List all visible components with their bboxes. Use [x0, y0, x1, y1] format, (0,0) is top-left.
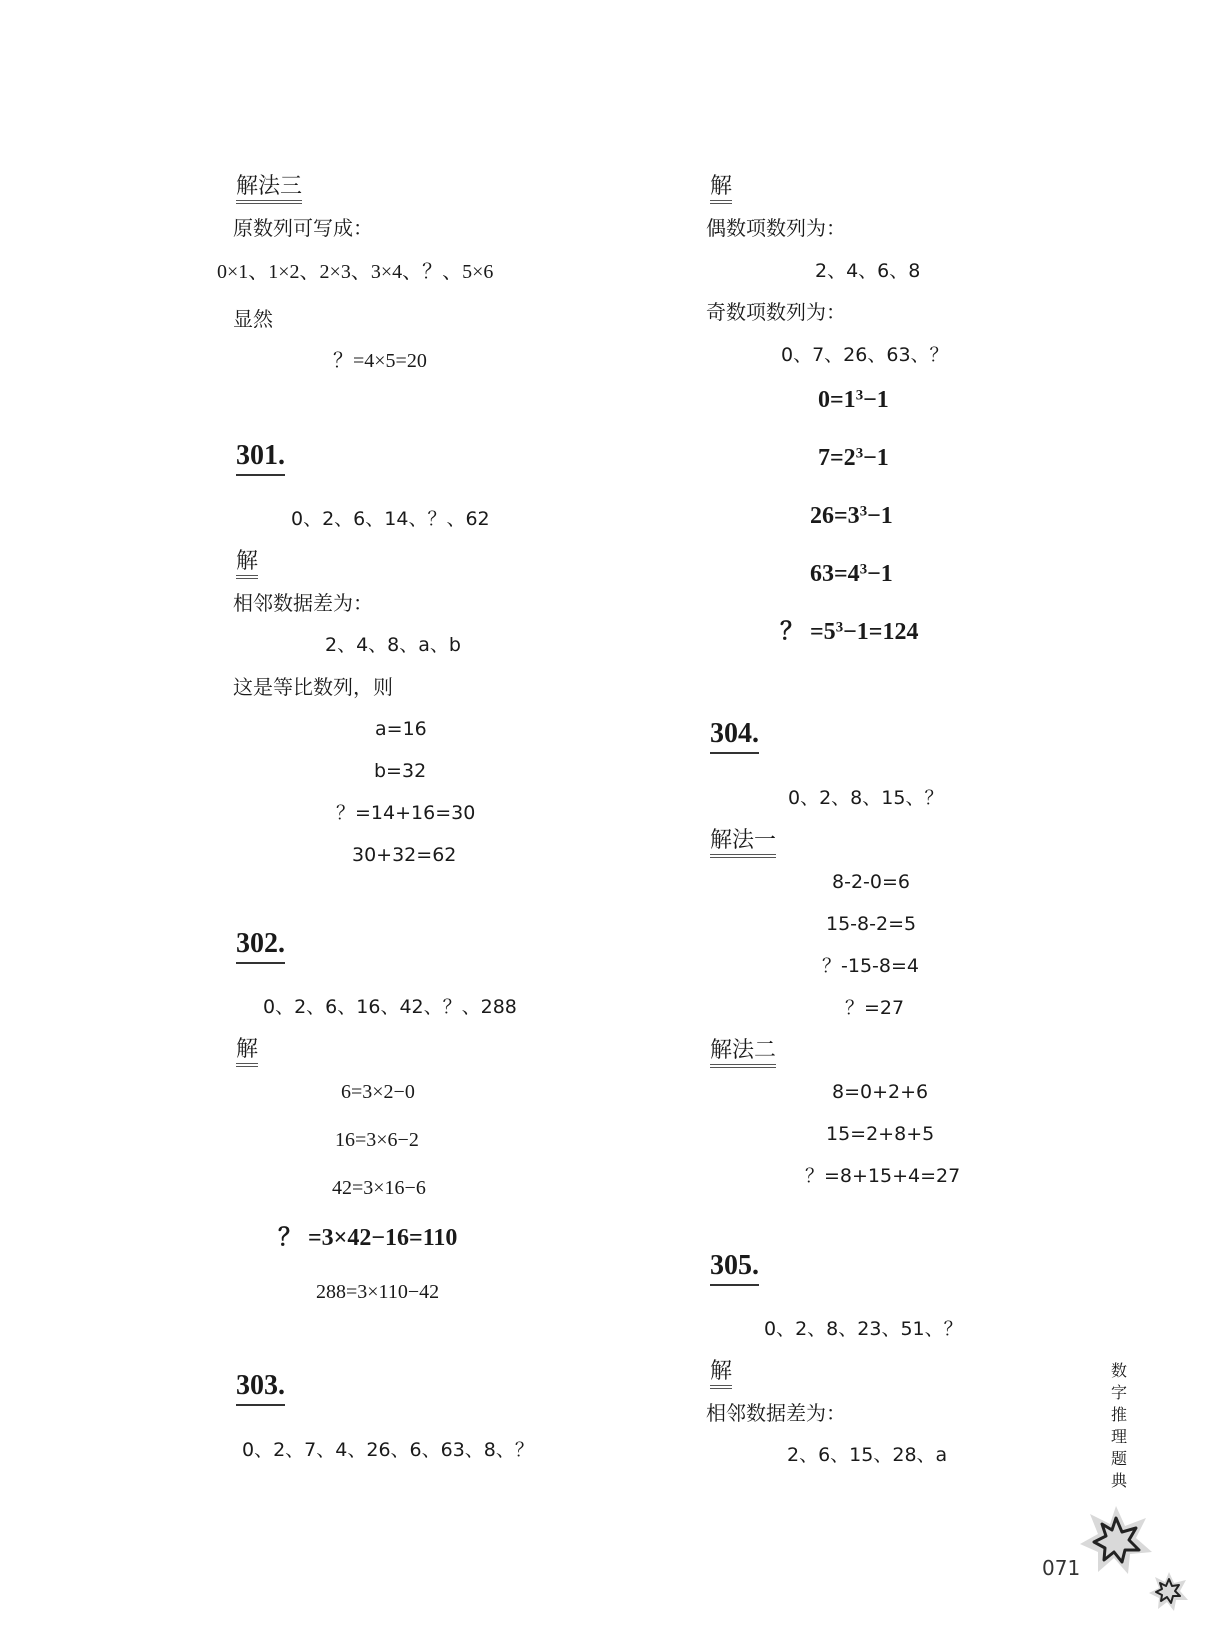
cube-eq-4-rhs: −1: [867, 561, 893, 587]
problem-301-eq4: 30+32=62: [352, 844, 457, 866]
problem-302-eq4: ？ =3×42−16=110: [278, 1225, 458, 1251]
cube-eq-1: [818, 388, 889, 412]
problem-303-number: 303.: [236, 1372, 285, 1406]
method3-label: 解法三: [236, 176, 302, 204]
cube-eq-1-exp: 3: [855, 387, 864, 404]
book-title-vertical: 数字推理题典: [1110, 1361, 1127, 1490]
cube-eq-5-rhs: −1=124: [843, 619, 919, 645]
method3-intro: 原数列可写成：: [233, 216, 373, 240]
cube-eq-5-lhs: ？ =5: [780, 619, 836, 645]
star-burst-icon: [1076, 1500, 1156, 1580]
odd-terms-sequence: 0、7、26、63、？: [781, 344, 949, 366]
problem-301-diff-intro: 相邻数据差为：: [233, 591, 373, 615]
problem-302-eq3: 42=3×16−6: [332, 1177, 426, 1199]
cube-eq-2-lhs: 7=2: [818, 445, 856, 471]
cube-eq-4-lhs: 63=4: [810, 561, 860, 587]
cube-eq-1-lhs: 0=1: [818, 387, 856, 413]
problem-304-sequence: 0、2、8、15、？: [788, 787, 944, 809]
problem-301-eq3: ？=14+16=30: [336, 802, 476, 824]
cube-eq-3-lhs: 26=3: [810, 503, 860, 529]
problem-304-number: 304.: [710, 720, 759, 754]
cube-eq-3-rhs: −1: [867, 503, 893, 529]
problem-302-eq1: 6=3×2−0: [341, 1081, 415, 1103]
cube-eq-2-exp: 3: [855, 445, 864, 462]
problem-302-eq5: 288=3×110−42: [316, 1281, 440, 1303]
problem-302-sequence: 0、2、6、16、42、？、288: [263, 996, 517, 1018]
problem-301-eq1: a=16: [375, 718, 427, 740]
problem-304-m1-eq2: 15-8-2=5: [826, 913, 917, 935]
even-terms-sequence: 2、4、6、8: [815, 260, 921, 282]
problem-303-sequence: 0、2、7、4、26、6、63、8、？: [242, 1439, 534, 1461]
problem-304-method1-label: 解法一: [710, 830, 776, 858]
method3-result: ？=4×5=20: [333, 350, 427, 372]
problem-304-m1-eq1: 8-2-0=6: [832, 871, 910, 893]
problem-304-m2-eq1: 8=0+2+6: [832, 1081, 929, 1103]
problem-301-eq2: b=32: [374, 760, 427, 782]
problem-305-diff-sequence: 2、6、15、28、a: [787, 1444, 948, 1466]
cube-eq-2-rhs: −1: [863, 445, 889, 471]
problem-301-sequence: 0、2、6、14、？、62: [291, 508, 490, 530]
problem-301-solution-label: 解: [236, 551, 258, 579]
cube-eq-3: [810, 504, 893, 528]
problem-303-solution-label: 解: [710, 176, 732, 204]
cube-eq-3-exp: 3: [859, 503, 868, 520]
cube-eq-2: [818, 446, 889, 470]
problem-304-m1-eq4: ？=27: [845, 997, 905, 1019]
problem-305-solution-label: 解: [710, 1361, 732, 1389]
cube-eq-5: [780, 620, 918, 644]
method3-sequence: 0×1、1×2、2×3、3×4、？、5×6: [217, 261, 494, 283]
small-star-icon: [1146, 1568, 1192, 1614]
obviously-text: 显然: [233, 307, 273, 331]
problem-305-sequence: 0、2、8、23、51、？: [764, 1318, 963, 1340]
page-number: 071: [1042, 1556, 1081, 1580]
odd-terms-intro: 奇数项数列为：: [706, 300, 846, 324]
problem-304-m2-eq2: 15=2+8+5: [826, 1123, 935, 1145]
problem-302-number: 302.: [236, 930, 285, 964]
problem-301-number: 301.: [236, 442, 285, 476]
problem-301-diff-sequence: 2、4、8、a、b: [325, 634, 461, 656]
problem-305-diff-intro: 相邻数据差为：: [706, 1401, 846, 1425]
problem-302-eq2: 16=3×6−2: [335, 1129, 419, 1151]
problem-301-geo-text: 这是等比数列，则: [233, 675, 393, 699]
problem-304-m2-eq3: ？=8+15+4=27: [805, 1165, 961, 1187]
problem-305-number: 305.: [710, 1252, 759, 1286]
cube-eq-4: [810, 562, 893, 586]
problem-304-m1-eq3: ？-15-8=4: [822, 955, 919, 977]
cube-eq-4-exp: 3: [859, 561, 868, 578]
problem-304-method2-label: 解法二: [710, 1040, 776, 1068]
cube-eq-5-exp: 3: [835, 619, 844, 636]
cube-eq-1-rhs: −1: [863, 387, 889, 413]
problem-302-solution-label: 解: [236, 1039, 258, 1067]
even-terms-intro: 偶数项数列为：: [706, 216, 846, 240]
